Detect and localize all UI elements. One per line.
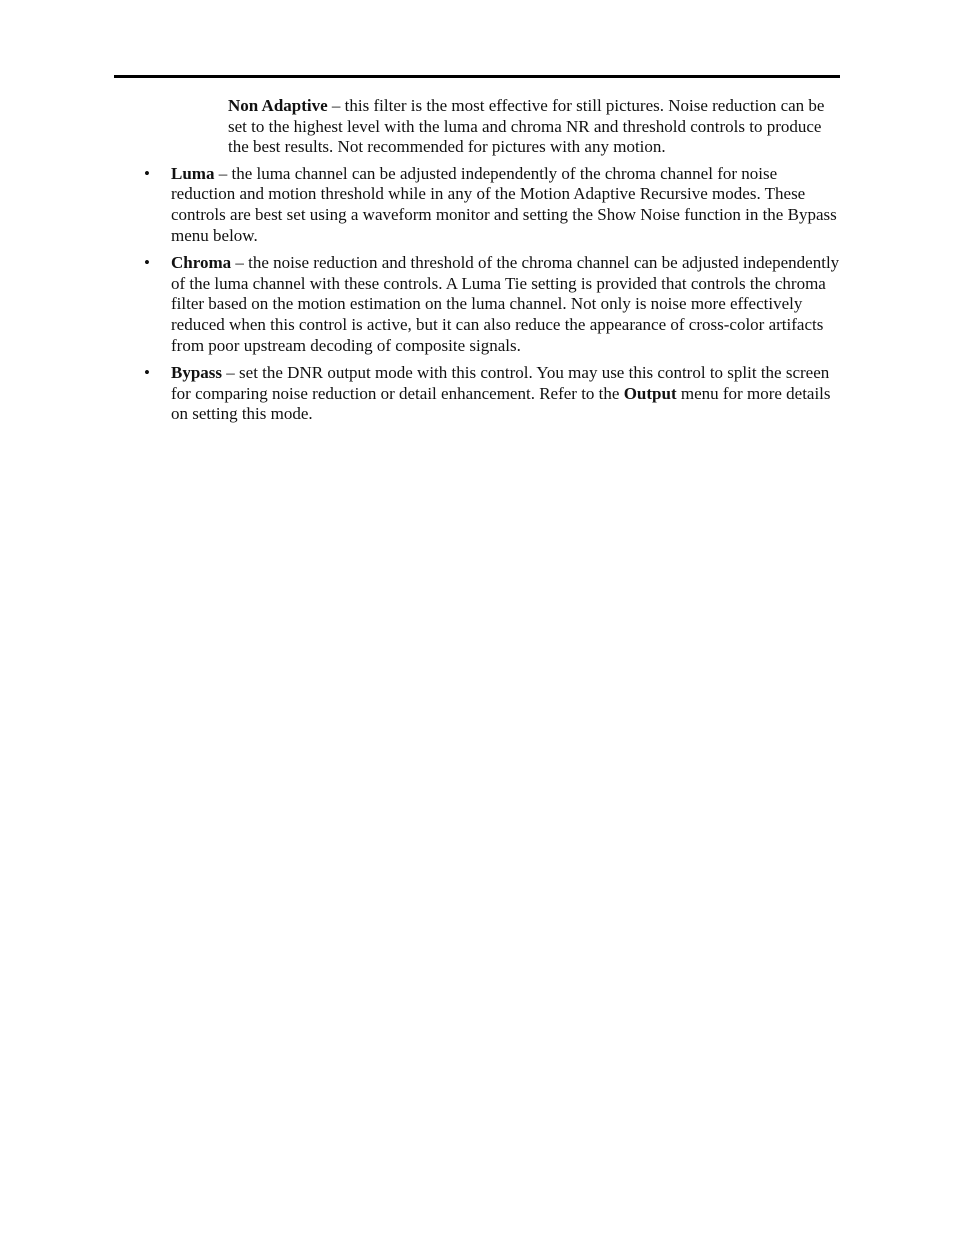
bullet-item-bypass xyxy=(144,363,843,425)
document-body xyxy=(0,96,954,432)
bullet-item-chroma xyxy=(144,253,843,356)
non-adaptive-text: – this filter is the most effective for still pictures. Noise reduction can be set to the highest level with the luma and chroma NR and threshold controls to produce the best results. Not recommended for pictures with any motion. xyxy=(228,96,825,157)
non-adaptive-term: Non Adaptive xyxy=(228,96,328,115)
bypass-text-end: menu for more details on setting this mode. xyxy=(171,383,831,424)
bullet-icon: • xyxy=(144,363,150,383)
bypass-text: – set the DNR output mode with this control. You may use this control to split the screen for comparing noise reduction or detail enhancement. Refer to the xyxy=(171,363,830,403)
chroma-term: Chroma xyxy=(171,253,232,273)
non-adaptive-paragraph xyxy=(228,96,842,158)
luma-term: Luma xyxy=(171,163,215,183)
bullet-icon: • xyxy=(144,253,150,273)
luma-text: – the luma channel can be adjusted independently of the chroma channel for noise reduction and motion threshold while in any of the Motion Adaptive Recursive modes. These controls are best set using a waveform monitor and setting the Show Noise function in the Bypass menu below. xyxy=(171,163,837,245)
chroma-text: – the noise reduction and threshold of the chroma channel can be adjusted independently of the luma channel with these controls. A Luma Tie setting is provided that controls the chroma filter based on the motion estimation on the luma channel. Not only is noise more effectively reduced when this control is active, but it can also reduce the appearance of cross-color artifacts from poor upstream decoding of composite signals. xyxy=(171,253,840,355)
header-rule xyxy=(114,75,840,78)
bullet-item-luma xyxy=(144,163,843,246)
output-term: Output xyxy=(623,383,677,403)
bypass-term: Bypass xyxy=(171,363,223,383)
bullet-icon: • xyxy=(144,163,150,183)
